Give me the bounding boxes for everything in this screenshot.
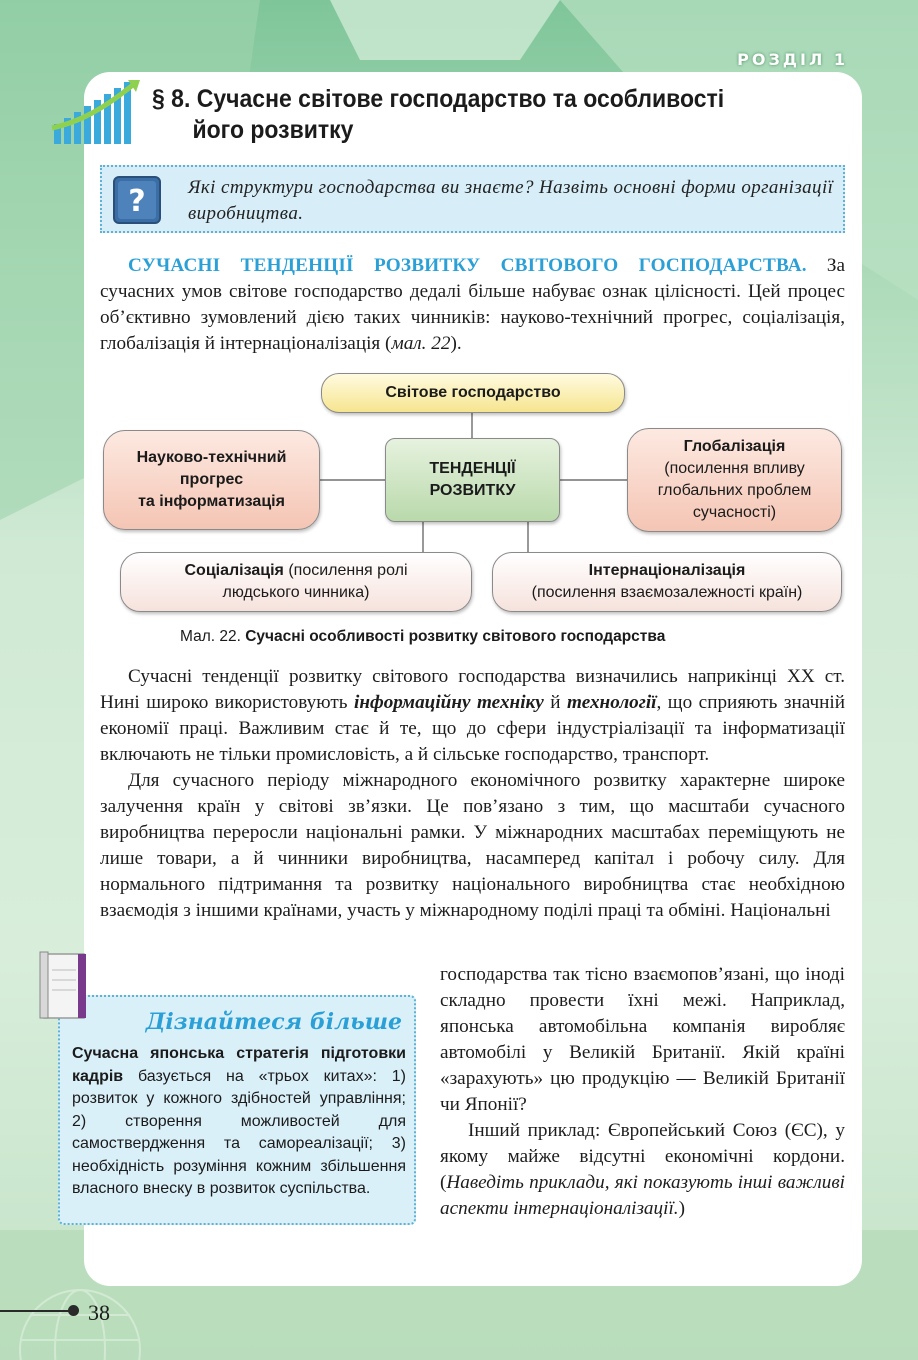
bar-chart-growth-icon [50,78,140,148]
node-socialization-text2: людського чинника) [222,584,370,601]
node-tendencies-line2: РОЗВИТКУ [429,482,516,499]
node-globalization-title: Глобалізація [683,438,786,455]
node-socialization-text1: (посилення ролі [283,562,408,579]
node-internationalization [492,552,842,612]
term-info-technology: інформаційну техніку [353,692,544,713]
section-tag: РОЗДІЛ 1 [737,50,848,69]
paragraph-1-text-c: , що сприяють значній економії праці. Важливим стає й те, що до сфери індустріалізації та інформатизації включають не тільки промисловість, а й сільське господарство, транспорт. [100,692,845,765]
paragraph-2: Для сучасного періоду міжнародного економічного розвитку характерне широке залучення країн у світові зв’язки. Це пов’язано з тим, що масштаби сучасного виробництва переросли національні рамки. У міжнародних масштабах переміщують не лише товари, а й чинники виробництва, насамперед капітал і робочу силу. Для нормального підтримання та розвитку національного виробництва стає необхідною взаємодія з іншими країнами, участь у міжнародному поділі праці та обміні. Національні [100,770,845,921]
learn-more-box [58,995,416,1225]
learn-more-bold: Сучасна японська стратегія підготовки кадрів [72,1045,406,1085]
paragraph-4-text: Інший приклад: Європейський Союз (ЄС), у якому майже відсутні економічні кордони. ( [440,1120,845,1193]
paragraph-4 [440,1118,845,1222]
intro-text-end: ). [450,333,462,354]
question-text: Які структури господарства ви знаєте? Назвіть основні форми організації виробництва. [188,177,834,224]
right-column-paragraphs [440,962,845,1222]
node-tendencies [385,438,560,522]
paragraph-1-text-b: й [543,692,568,713]
figure-caption [180,628,820,646]
figure-caption-prefix: Мал. 22. [180,628,246,645]
paragraph-1 [100,664,845,768]
chapter-title-line2: його розвитку [192,116,354,144]
intro-heading: СУЧАСНІ ТЕНДЕНЦІЇ РОЗВИТКУ СВІТОВОГО ГОСПОДАРСТВА. [128,255,807,276]
node-scientific-line2: прогрес [179,471,244,488]
node-scientific-line3: та інформатизація [138,493,285,510]
question-book-icon [112,175,164,225]
page-rule [0,1310,70,1312]
chapter-number: § 8. [152,85,191,113]
figure-reference: мал. 22 [391,333,451,354]
question-box [100,165,845,233]
book-icon [38,950,90,1022]
node-globalization-line1: (посилення впливу [664,460,805,477]
svg-text:?: ? [128,184,146,219]
learn-more-body: базується на «трьох китах»: 1) розвиток у кожного здібностей управління; 2) створення можливостей для самоствердження та самореалізації; 3) необхідність розуміння кожним збільшення власного внеску в розвиток суспільства. [72,1067,406,1197]
node-internationalization-title: Інтернаціоналізація [588,562,746,579]
node-globalization-line2: глобальних проблем [657,482,812,499]
node-socialization-title: Соціалізація [184,562,284,579]
page-dot [68,1305,79,1316]
intro-paragraph [100,253,845,357]
paragraph-3: господарства так тісно взаємопов’язані, що іноді складно провести їхні межі. Наприклад, японська автомобільна компанія виробляє автомобілі у Великій Британії. Якій країні «зарахують» цю продукцію — Великій Британії чи Японії? [440,964,845,1115]
figure-caption-title: Сучасні особливості розвитку світового господарства [245,628,666,645]
paragraph-1-text-a: Сучасні тенденції розвитку світового господарства визначились наприкінці XX ст. Нині широко використовують [100,666,845,713]
paragraph-4-task: Наведіть приклади, які показують інші важливі аспекти інтернаціоналізації. [440,1172,845,1219]
node-socialization [120,552,472,612]
node-scientific-line1: Науково-технічний [136,449,287,466]
intro-text: За сучасних умов світове господарство дедалі більше набуває ознак цілісності. Цей процес об’єктивно зумовлений дією таких чинників: науково-технічний прогрес, соціалізація, глобалізація й інтернаціоналізація ( [100,255,845,354]
node-internationalization-text: (посилення взаємозалежності країн) [531,584,803,601]
chapter-title [152,84,778,146]
term-technologies: технології [567,692,657,713]
learn-more-title: Дізнайтеся більше [145,1009,402,1035]
body-paragraphs [100,664,845,924]
node-globalization [627,428,842,532]
learn-more-text [72,1043,406,1201]
node-world-economy: Світове господарство [321,373,625,413]
node-tendencies-line1: ТЕНДЕНЦІЇ [429,460,516,477]
tendencies-diagram [100,370,845,615]
node-globalization-line3: сучасності) [692,504,777,521]
page-number: 38 [88,1300,110,1325]
node-scientific-progress [103,430,320,530]
chapter-title-line1: Сучасне світове господарство та особливості [196,85,725,113]
paragraph-4-end: ) [678,1198,685,1219]
